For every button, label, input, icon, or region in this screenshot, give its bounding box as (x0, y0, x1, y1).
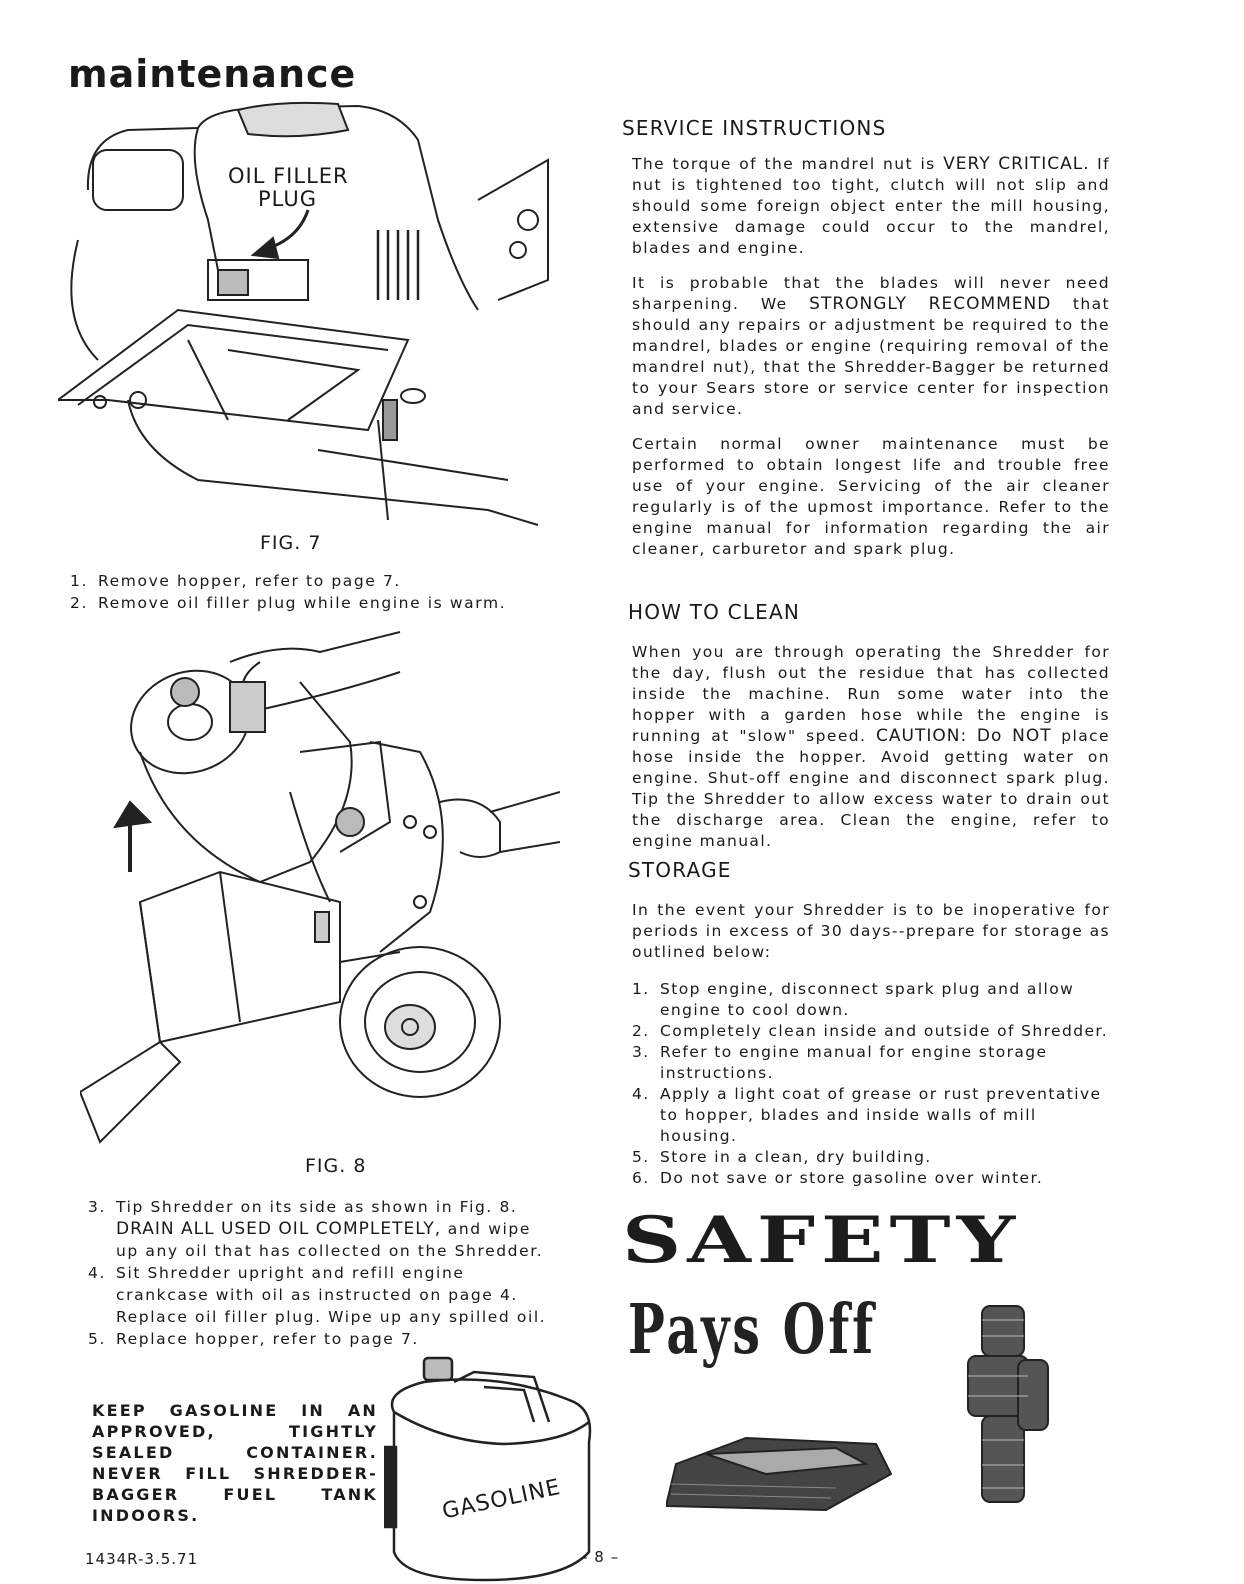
list-item: 5. Replace hopper, refer to page 7. (88, 1330, 419, 1348)
list-item: 1. Stop engine, disconnect spark plug and allow engine to cool down. (632, 980, 1075, 1019)
storage-intro: In the event your Shredder is to be inoperative for periods in excess of 30 days--prepare for storage as outlined below: (632, 901, 1110, 961)
page-heading: maintenance (68, 52, 357, 96)
gasoline-warning: KEEP GASOLINE IN AN APPROVED, TIGHTLY SEALED CONTAINER. NEVER FILL SHREDDER-BAGGER FUEL TANK INDOORS. (92, 1401, 378, 1525)
safety-banner-title: SAFETY (622, 1202, 1022, 1278)
list-item: 5. Store in a clean, dry building. (632, 1148, 932, 1166)
service-paragraph-3: Certain normal owner maintenance must be performed to obtain longest life and trouble free use of your engine. Servicing of the air cleaner regularly is of the upmost importance. Refer to the engine manual for information regarding the air cleaner, carburetor and spark plug. (632, 435, 1110, 558)
storage-title: STORAGE (628, 858, 732, 882)
list-item: 1. Remove hopper, refer to page 7. (70, 572, 401, 590)
fig7-caption: FIG. 7 (260, 532, 322, 554)
fig8-illustration (80, 622, 560, 1162)
list-item: 4. Apply a light coat of grease or rust preventative to hopper, blades and inside walls of mill housing. (632, 1085, 1102, 1145)
gas-can-label: GASOLINE (440, 1474, 564, 1525)
page-number: – 8 – (580, 1548, 620, 1566)
service-section (622, 116, 1111, 560)
coin-stack-illustration (960, 1300, 1060, 1510)
list-item: 4. Sit Shredder upright and refill engine crankcase with oil as instructed on page 4. Replace oil filler plug. Wipe up any spilled oil. (88, 1264, 547, 1326)
steps-list-a (70, 570, 570, 614)
list-item: 3. Refer to engine manual for engine storage instructions. (632, 1043, 1048, 1082)
gas-can-illustration (384, 1352, 594, 1582)
document-code: 1434R-3.5.71 (85, 1550, 199, 1568)
steps-list-b (88, 1196, 554, 1350)
storage-section (628, 858, 1110, 1189)
storage-steps (632, 979, 1110, 1189)
how-to-clean-section (628, 600, 1110, 852)
list-item: 3. Tip Shredder on its side as shown in Fig. 8. DRAIN ALL USED OIL COMPLETELY, and wipe up any oil that has collected on the Shredder. (88, 1198, 544, 1260)
money-pile-illustration (666, 1434, 896, 1514)
service-paragraph-1: The torque of the mandrel nut is VERY CRITICAL. If nut is tightened too tight, clutch will not slip and should some foreign object enter the mill housing, extensive damage could occur to the mandrel, blades and engine. (632, 154, 1111, 257)
how-to-clean-paragraph: When you are through operating the Shredder for the day, flush out the residue that has collected inside the machine. Run some water into the hopper with a garden hose while the engine is running at "slow" speed. CAUTION: Do NOT place hose inside the hopper. Avoid getting water on engine. Shut-off engine and disconnect spark plug. Tip the Shredder to allow excess water to drain out the discharge area. Clean the engine, refer to engine manual. (632, 643, 1110, 850)
oil-filler-plug-label: OIL FILLER PLUG (228, 164, 349, 211)
fig8-caption: FIG. 8 (305, 1155, 367, 1177)
list-item: 2. Remove oil filler plug while engine is warm. (70, 594, 507, 612)
safety-banner-subtitle: Pays Off (628, 1290, 877, 1370)
list-item: 6. Do not save or store gasoline over winter. (632, 1169, 1044, 1187)
list-item: 2. Completely clean inside and outside of Shredder. (632, 1022, 1109, 1040)
service-paragraph-2: It is probable that the blades will never need sharpening. We STRONGLY RECOMMEND that should any repairs or adjustment be required to the mandrel, blades or engine (requiring removal of the mandrel nut), that the Shredder-Bagger be returned to your Sears store or service center for inspection and service. (632, 274, 1110, 418)
how-to-clean-title: HOW TO CLEAN (628, 600, 801, 624)
service-title: SERVICE INSTRUCTIONS (622, 116, 887, 140)
